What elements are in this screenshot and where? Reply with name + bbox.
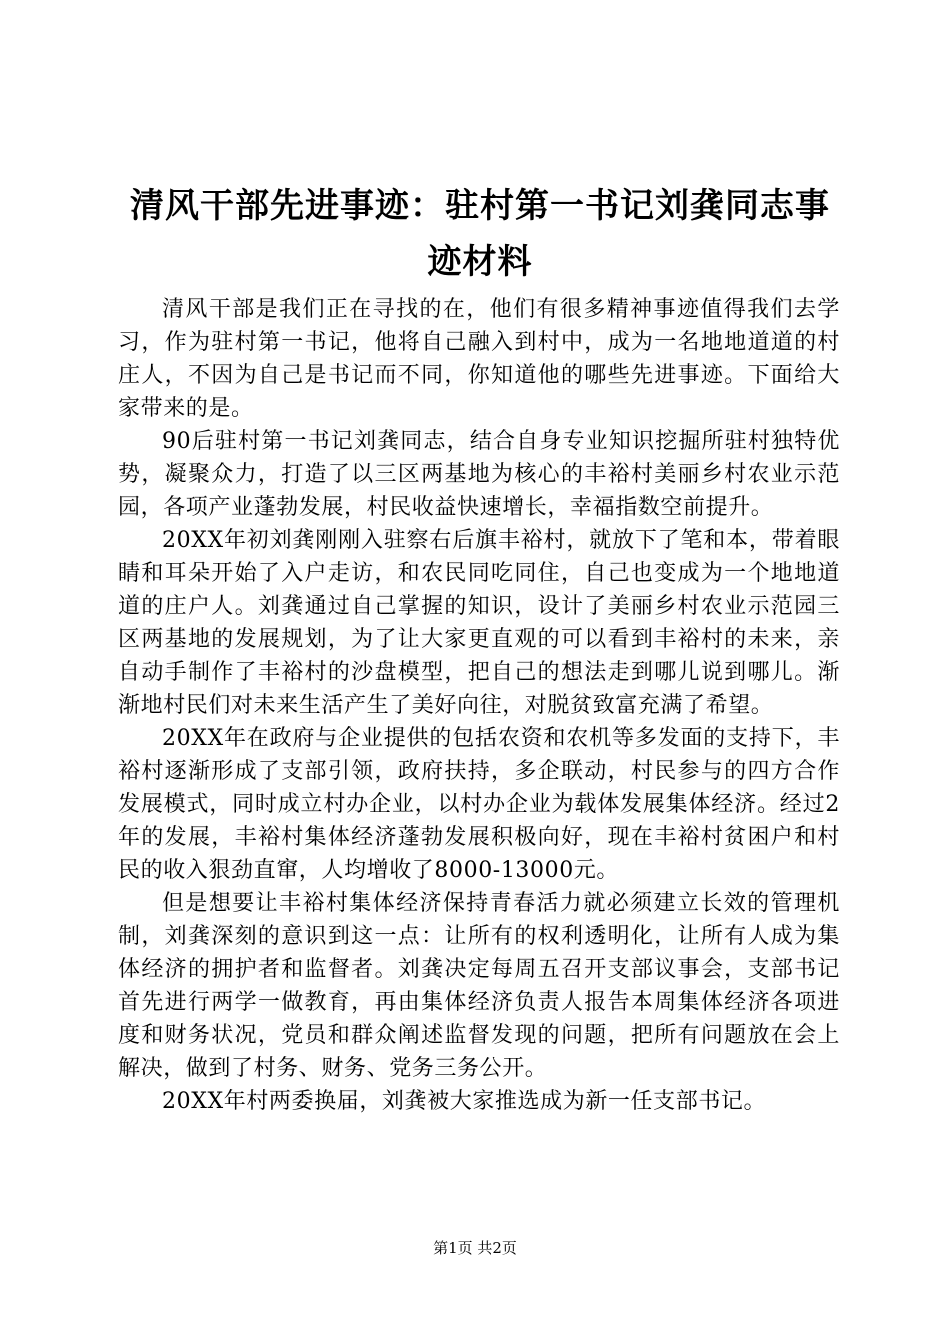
document-body (118, 293, 840, 1118)
page-number-footer: 第1页 共2页 (433, 1239, 517, 1257)
paragraph-management: 但是想要让丰裕村集体经济保持青春活力就必须建立长效的管理机制，刘龚深刻的意识到这一点：让所有的权利透明化，让所有人成为集体经济的拥护者和监督者。刘龚决定每周五召开支部议事会，支部书记首先进行两学一做教育，再由集体经济负责人报告本周集体经济各项进度和财务状况，党员和群众阐述监督发现的问题，把所有问题放在会上解决，做到了村务、财务、党务三务公开。 (118, 891, 840, 1081)
paragraph-overview: 90后驻村第一书记刘龚同志，结合自身专业知识挖掘所驻村独特优势，凝聚众力，打造了以三区两基地为核心的丰裕村美丽乡村农业示范园，各项产业蓬勃发展，村民收益快速增长，幸福指数空前提升。 (118, 429, 840, 520)
document-title: 清风干部先进事迹：驻村第一书记刘龚同志事迹材料 (130, 186, 830, 282)
paragraph-arrival: 20XX年初刘龚刚刚入驻察右后旗丰裕村，就放下了笔和本，带着眼睛和耳朵开始了入户走访，和农民同吃同住，自己也变成为一个地地道道的庄户人。刘龚通过自己掌握的知识，设计了美丽乡村农业示范园三区两基地的发展规划，为了让大家更直观的可以看到丰裕村的未来，亲自动手制作了丰裕村的沙盘模型，把自己的想法走到哪儿说到哪儿。渐渐地村民们对未来生活产生了美好向往，对脱贫致富充满了希望。 (118, 528, 840, 718)
paragraph-development: 20XX年在政府与企业提供的包括农资和农机等多发面的支持下，丰裕村逐渐形成了支部引领，政府扶持，多企联动，村民参与的四方合作发展模式，同时成立村办企业，以村办企业为载体发展集体经济。经过2年的发展，丰裕村集体经济蓬勃发展积极向好，现在丰裕村贫困户和村民的收入狠劲直窜，人均增收了8000-13000元。 (118, 726, 840, 883)
paragraph-intro: 清风干部是我们正在寻找的在，他们有很多精神事迹值得我们去学习，作为驻村第一书记，他将自己融入到村中，成为一名地地道道的村庄人，不因为自己是书记而不同，你知道他的哪些先进事迹。下面给大家带来的是。 (118, 297, 840, 421)
paragraph-election: 20XX年村两委换届，刘龚被大家推选成为新一任支部书记。 (162, 1089, 767, 1114)
